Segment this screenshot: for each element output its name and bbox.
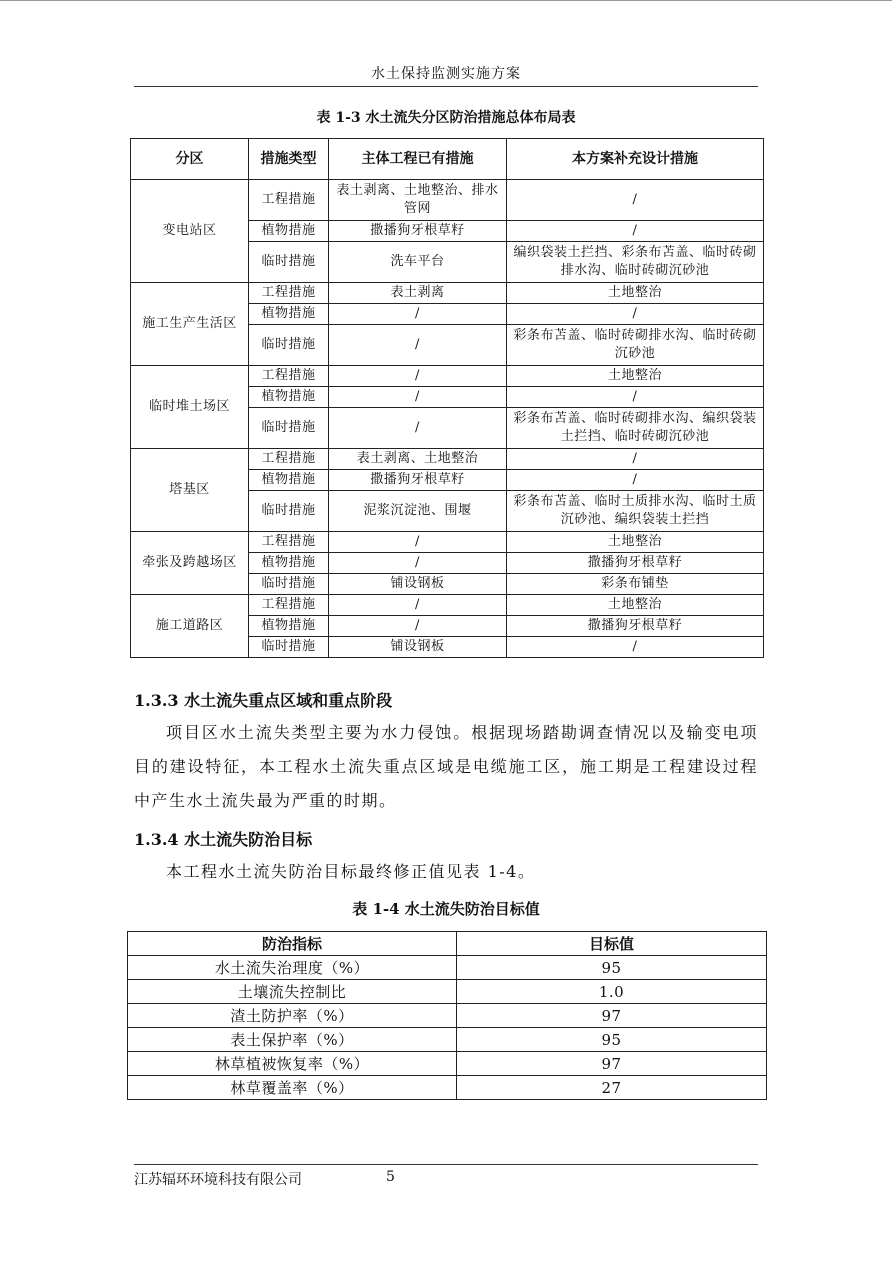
supplement-measure: / [507,304,764,325]
existing-measure: 表土剥离 [329,283,507,304]
page-number: 5 [386,1169,395,1185]
measure-type: 工程措施 [249,180,329,221]
indicator-cell: 表土保护率（%） [128,1028,457,1052]
table-row [131,595,764,616]
measure-type: 临时措施 [249,408,329,449]
existing-measure: 撒播狗牙根草籽 [329,221,507,242]
indicator-cell: 水土流失治理度（%） [128,956,457,980]
measure-type: 植物措施 [249,553,329,574]
supplement-measure: 撒播狗牙根草籽 [507,616,764,637]
indicator-cell: 渣土防护率（%） [128,1004,457,1028]
supplement-measure: 土地整治 [507,283,764,304]
existing-measure: / [329,408,507,449]
supplement-measure: 撒播狗牙根草籽 [507,553,764,574]
value-cell: 27 [457,1076,767,1100]
supplement-measure: 彩条布苫盖、临时土质排水沟、临时土质沉砂池、编织袋装土拦挡 [507,491,764,532]
supplement-measure: 土地整治 [507,595,764,616]
measure-type: 工程措施 [249,449,329,470]
zone-name: 塔基区 [131,449,249,532]
top-border [0,0,892,1]
measure-type: 工程措施 [249,283,329,304]
supplement-measure: / [507,221,764,242]
table-row [128,1076,767,1100]
existing-measure: / [329,366,507,387]
column-header: 措施类型 [249,139,329,180]
measure-type: 工程措施 [249,595,329,616]
existing-measure: / [329,532,507,553]
existing-measure: / [329,304,507,325]
measure-type: 临时措施 [249,325,329,366]
supplement-measure: / [507,449,764,470]
existing-measure: 铺设钢板 [329,637,507,658]
existing-measure: 铺设钢板 [329,574,507,595]
column-header: 主体工程已有措施 [329,139,507,180]
supplement-measure: 彩条布苫盖、临时砖砌排水沟、编织袋装土拦挡、临时砖砌沉砂池 [507,408,764,449]
zone-name: 牵张及跨越场区 [131,532,249,595]
supplement-measure: 彩条布苫盖、临时砖砌排水沟、临时砖砌沉砂池 [507,325,764,366]
table-row [131,449,764,470]
table-row [131,283,764,304]
indicator-cell: 林草植被恢复率（%） [128,1052,457,1076]
section-heading-1-3-3: 1.3.3 水土流失重点区域和重点阶段 [134,691,393,710]
column-header: 分区 [131,139,249,180]
value-cell: 97 [457,1004,767,1028]
measure-type: 植物措施 [249,221,329,242]
measure-type: 临时措施 [249,491,329,532]
section-1-3-3-paragraph: 项目区水土流失类型主要为水力侵蚀。根据现场踏勘调查情况以及输变电项目的建设特征，本工程水土流失重点区域是电缆施工区，施工期是工程建设过程中产生水土流失最为严重的时期。 [134,723,758,810]
supplement-measure: 土地整治 [507,366,764,387]
table-1-4 [127,931,767,1100]
existing-measure: / [329,387,507,408]
table-1-3-caption: 表 1-3 水土流失分区防治措施总体布局表 [316,110,576,126]
table-row [131,366,764,387]
value-cell: 97 [457,1052,767,1076]
measure-type: 临时措施 [249,637,329,658]
existing-measure: 泥浆沉淀池、围堰 [329,491,507,532]
section-1-3-4-paragraph: 本工程水土流失防治目标最终修正值见表 1-4。 [166,862,536,881]
zone-name: 施工道路区 [131,595,249,658]
supplement-measure: 土地整治 [507,532,764,553]
zone-name: 施工生产生活区 [131,283,249,366]
table-row [128,980,767,1004]
table-row [131,532,764,553]
table-1-3 [130,138,764,658]
table-row [128,1052,767,1076]
value-cell: 1.0 [457,980,767,1004]
table-row [131,180,764,221]
header-rule [134,86,758,87]
column-header: 防治指标 [128,932,457,956]
zone-name: 临时堆土场区 [131,366,249,449]
existing-measure: / [329,595,507,616]
column-header: 目标值 [457,932,767,956]
measure-type: 植物措施 [249,304,329,325]
measure-type: 植物措施 [249,616,329,637]
table-row [128,1028,767,1052]
measure-type: 临时措施 [249,242,329,283]
existing-measure: 洗车平台 [329,242,507,283]
table-row [128,1004,767,1028]
existing-measure: / [329,325,507,366]
footer-rule [134,1164,758,1165]
value-cell: 95 [457,956,767,980]
supplement-measure: / [507,180,764,221]
supplement-measure: 彩条布铺垫 [507,574,764,595]
existing-measure: / [329,553,507,574]
table-1-4-caption: 表 1-4 水土流失防治目标值 [352,900,540,918]
table-row [128,956,767,980]
indicator-cell: 林草覆盖率（%） [128,1076,457,1100]
existing-measure: 表土剥离、土地整治、排水管网 [329,180,507,221]
footer-company: 江苏辐环环境科技有限公司 [134,1172,302,1188]
zone-name: 变电站区 [131,180,249,283]
running-header: 水土保持监测实施方案 [371,66,521,82]
supplement-measure: / [507,637,764,658]
existing-measure: 撒播狗牙根草籽 [329,470,507,491]
supplement-measure: / [507,387,764,408]
section-heading-1-3-4: 1.3.4 水土流失防治目标 [134,830,313,849]
existing-measure: 表土剥离、土地整治 [329,449,507,470]
measure-type: 植物措施 [249,387,329,408]
measure-type: 工程措施 [249,532,329,553]
indicator-cell: 土壤流失控制比 [128,980,457,1004]
supplement-measure: / [507,470,764,491]
value-cell: 95 [457,1028,767,1052]
measure-type: 临时措施 [249,574,329,595]
table-header-row [131,139,764,180]
column-header: 本方案补充设计措施 [507,139,764,180]
measure-type: 工程措施 [249,366,329,387]
supplement-measure: 编织袋装土拦挡、彩条布苫盖、临时砖砌排水沟、临时砖砌沉砂池 [507,242,764,283]
table-header-row [128,932,767,956]
existing-measure: / [329,616,507,637]
measure-type: 植物措施 [249,470,329,491]
